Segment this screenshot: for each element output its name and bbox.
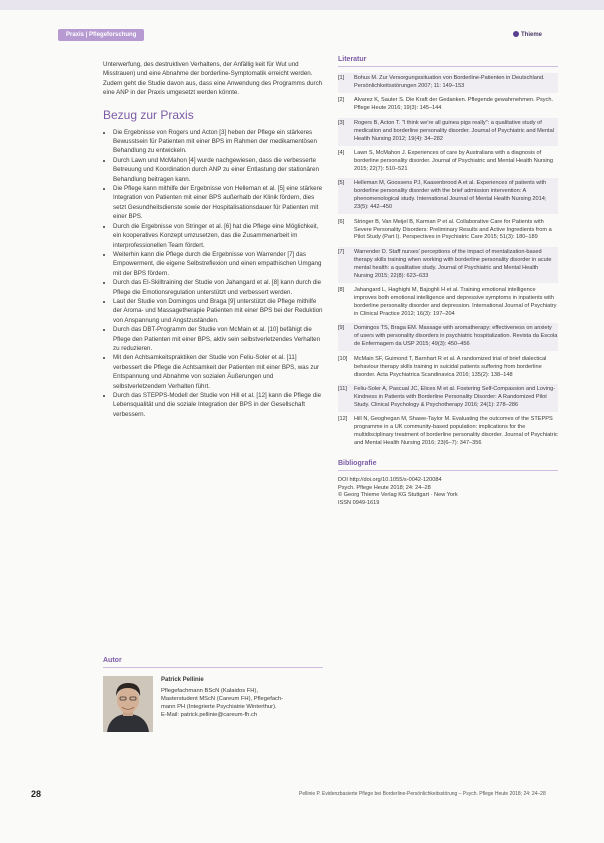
left-column [103,60,323,419]
reference-text: Lawn S, McMahon J. Experiences of care by Australians with a diagnosis of borderline personality disorder. Journal of Psychiatric and Mental Health Nursing 2015; 22(7): 510–521 [354,150,553,172]
reference-number: [4] [338,150,345,157]
practice-bullet: • Weiterhin kann die Pflege durch die Ergebnisse von Warrender [7] das Empowerment, die eigene Selbstreflexion und einen empathischen Umgang mit der BPS fördern. [113,250,323,278]
reference-number: [8] [338,287,345,294]
thieme-logo-icon [513,31,519,37]
top-margin-bar [0,0,604,10]
literature-heading: Literatur [338,56,558,67]
practice-bullet: • Durch die Ergebnisse von Stringer et al. [6] hat die Pflege eine Möglichkeit, ein kooperatives Konzept umzusetzen, das die Zusammenarbeit im interprofessionellen Team fördert. [113,222,323,250]
reference-item [338,247,558,283]
author-box [103,657,323,732]
bibliography-line: ISSN 0949-1619 [338,499,380,506]
author-detail-line: Pflegefachmann BScN (Kalaidos FH), [161,688,258,694]
reference-text: Bohus M. Zur Versorgungssituation von Borderline-Patienten in Deutschland. Persönlichkeitsstörungen 2007; 11: 149–153 [354,75,545,89]
intro-paragraph: Unterwerfung, des destruktiven Verhaltens, der Anfällig keit für Wut und Misstrauen) und eine Abnahme der borderline-Symptomatik erreicht werden. Zudem geht die Studie davon aus, dass eine Anwendung des Programms durch eine ANP in der Praxis umgesetzt werden könnte. [103,61,323,97]
reference-item [338,217,558,245]
right-column [338,56,558,507]
reference-text: Stringer B, Van Meijel B, Karman P et al. Collaborative Care for Patients with Severe Personality Disorders: Preliminary Results and Active Ingredients from a Pilot Study (Part I). Perspectives in Psychiatric Care 2015; 51(3): 180–189 [354,218,552,241]
reference-number: [6] [338,218,345,225]
reference-number: [12] [338,416,348,423]
bibliography-lines [338,477,558,507]
practice-bullet-list [103,128,323,420]
reference-item [338,414,558,450]
reference-item [338,354,558,382]
practice-bullet: • Die Ergebnisse von Rogers und Acton [3] heben der Pflege ein stärkeres Bewusstsein für Patienten mit einer BPS im Rahmen der medikamentösen Behandlung zu entwickeln. [113,128,323,156]
reference-number: [5] [338,180,345,187]
author-portrait-icon [103,676,153,732]
reference-item [338,118,558,146]
practice-bullet: • Mit den Achtsamkeitspraktiken der Studie von Feliu-Soler et al. [11] verbessert die Pflege die Achtsamkeit der Patienten mit einer BPS, was zur Entspannung und Abnahme von sozialen Äußerungen und selbstverletzendem Verhalten führt. [113,353,323,391]
reference-text: Rogers B, Acton T. "I think we're all guinea pigs really": a qualitative study of medication and borderline personality disorder. Journal of Psychiatric and Mental Health Nursing 2012; 19(4): 34–282 [354,119,554,142]
reference-number: [3] [338,119,345,126]
author-photo [103,676,153,732]
reference-number: [1] [338,75,345,81]
reference-item [338,285,558,321]
reference-text: Alvarez K, Sauter S. Die Kraft der Gedanken. Pflegende gewahrnehmen. Psych. Pflege Heute 2016; 19(3): 145–144 [354,97,553,112]
author-detail-line: Masterstudent MScN (Careum FH), Pflegefach- [161,696,284,702]
reference-number: [9] [338,325,345,332]
section-badge: Praxis | Pflegeforschung [58,29,144,41]
practice-bullet: • Durch das STEPPS-Modell der Studie von Hill et al. [12] kann die Pflege die Lebensqualität und die soziale Integration der BPS in der Gesellschaft verbessern. [113,391,323,419]
author-detail-line: E-Mail: patrick.pellinie@careum-fh.ch [161,712,258,718]
section-heading-praxis: Bezug zur Praxis [103,107,194,122]
practice-bullet: • Durch das DBT-Programm der Studie von McMain et al. [10] befähigt die Pflege den Patienten mit einer BPS, aktiv sein selbstverletzendes Verhalten zu reduzieren. [113,325,323,353]
practice-bullet: • Durch Lawn und McMahon [4] wurde nachgewiesen, dass die verbesserte Betreuung und Koordination durch ANP zu einer Entlastung der stationären Behandlung beitragen kann. [113,156,323,184]
bibliography-line: Psych. Pflege Heute 2018; 24: 24–28 [338,484,431,491]
reference-number: [11] [338,386,347,393]
author-detail-line: mann PH (Integrierte Psychiatrie Winterthur). [161,704,277,710]
bibliography-line: DOI http://doi.org/10.1055/s-0042-120084 [338,476,442,483]
reference-item [338,95,558,115]
reference-number: [2] [338,97,345,104]
reference-item [338,73,558,93]
practice-bullet: • Laut der Studie von Domingos und Braga [9] unterstützt die Pflege mithilfe der Aroma- und Massagetherapie Patienten mit einer BPS bei der Reduktion von Anspannung und Angstzuständen. [113,297,323,325]
publisher-name: Thieme [520,32,542,38]
author-body [103,676,323,732]
reference-text: Feliu-Soler A, Pascual JC, Elices M et al. Fostering Self-Compassion and Loving-Kindness in Patients with Borderline Personality Disorder: A Randomized Pilot Study. Clinical Psychology & Psychotherapy 2016; 24(1): 278–286 [354,386,556,408]
author-text [161,676,283,732]
publisher-logo [513,29,542,41]
author-name: Patrick Pellinie [161,677,204,683]
reference-item [338,178,558,214]
reference-text: Warrender D. Staff nurses' perceptions of the impact of mentalization-based therapy skills training when working with borderline personality disorder in acute mental health: a qualitative study. Journal of Psychiatric and Mental Health Nursing 2015; 22(8): 623–633 [354,248,552,279]
author-details [161,687,283,719]
reference-text: Hill N, Geoghegan M, Shawe-Taylor M. Evaluating the outcomes of the STEPPS programme in a UK community-based population: implications for the multidisciplinary treatment of borderline personality disorder. Journal of Psychiatric and Mental Health Nursing 2016; 23(6–7): 347–356 [354,416,558,447]
reference-item [338,384,558,412]
practice-bullet: • Durch das EI-Skilltraining der Studie von Jahangard et al. [8] kann durch die Pflege die Emotionsregulation unterstützt und verbessert werden. [113,278,323,297]
bibliography-box [338,460,558,507]
bibliography-heading: Bibliografie [338,460,558,471]
practice-bullet: • Die Pflege kann mithilfe der Ergebnisse von Helleman et al. [5] eine stärkere Integration von Patienten mit einer BPS außerhalb der Klinik fördern, dies setzt Gesundheitsdienste sowie der Hospitalisationsdauer für Patienten mit einer BPS. [113,184,323,222]
reference-text: McMain SF, Guimond T, Barnhart R et al. A randomized trial of brief dialectical behaviour therapy skills training in suicidal patients suffering from borderline disorder. Acta Psychiatrica Scandinavica 2016; 135(2): 138–148 [354,355,547,378]
reference-text: Helleman M, Goossens PJ, Kaasenbrood A et al. Experiences of patients with borderline personality disorder with the brief admission intervention: A phenomenological study. International Journal of Mental Health Nursing 2014; 23(5): 442–450 [354,180,547,211]
reference-number: [10] [338,355,348,362]
author-heading: Autor [103,657,323,668]
reference-text: Jahangard L, Haghighi M, Bajoghli H et al. Training emotional intelligence improves both emotional intelligence and depressive symptoms in inpatients with borderline personality disorder and depression. International Journal of Psychiatry in Clinical Practice 2012; 16(3): 197–204 [354,287,557,317]
reference-item [338,323,558,351]
reference-text: Domingos TS, Braga EM. Massage with aromatherapy: effectiveness on anxiety of users with personality disorders in psychiatric hospitalization. Revista da Escola de Enfermagem da USP 2015; 49(3): 450–456 [354,325,558,348]
bibliography-line: © Georg Thieme Verlag KG Stuttgart · New York [338,492,458,499]
footer-citation: Pellinie P. Evidenzbasierte Pflege bei Borderline-Persönlichkeitsstörung – Psych. Pflege Heute 2018; 24: 24–28 [299,791,546,797]
page-number: 28 [31,789,42,799]
reference-number: [7] [338,248,345,255]
reference-list [338,73,558,450]
reference-item [338,148,558,176]
